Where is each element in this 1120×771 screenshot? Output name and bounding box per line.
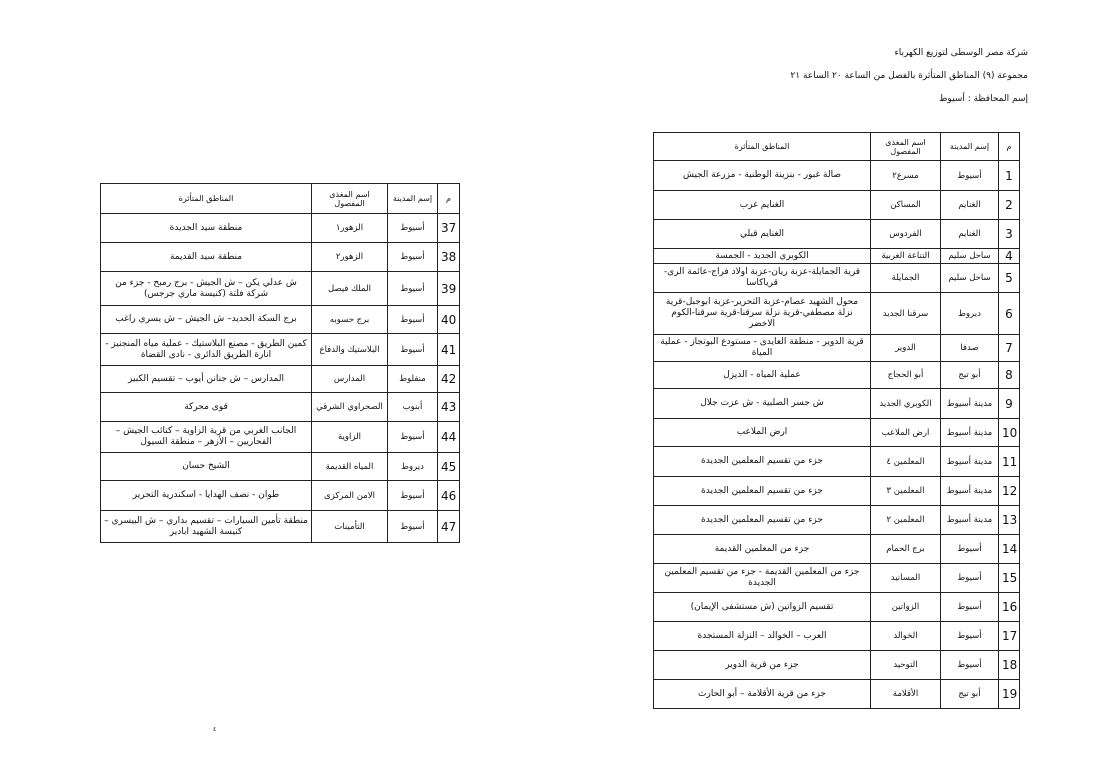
feeder-cell: الكوبري الجديد <box>871 389 941 419</box>
areas-cell: قوى محركة <box>101 393 312 422</box>
areas-cell: الجانب الغربي من قرية الزاوية – كتائب الجيش – الفحاريين – الأزهر – منطقة السيول <box>101 422 312 453</box>
row-number: 37 <box>438 214 460 243</box>
company-name: شركة مصر الوسطى لتوزيع الكهرباء <box>894 48 1028 58</box>
areas-cell: ش عدلي يكن – ش الجيش - برج رمبح - جزء من شركة فلتة (كنيسة ماري جرجس) <box>101 272 312 306</box>
city-cell: أسيوط <box>941 161 999 191</box>
col-header-areas: المناطق المتأثرة <box>101 184 312 214</box>
row-number: 12 <box>999 477 1020 506</box>
table-row <box>101 422 460 453</box>
table-row <box>654 651 1020 680</box>
feeder-cell: المعلمين ٤ <box>871 447 941 477</box>
feeder-cell: الفردوس <box>871 220 941 249</box>
feeder-cell: الزهور٢ <box>312 243 388 272</box>
col-header-city: إسم المدينة <box>388 184 438 214</box>
feeder-cell: المساكن <box>871 191 941 220</box>
row-number: 8 <box>999 362 1020 389</box>
row-number: 38 <box>438 243 460 272</box>
row-number: 6 <box>999 293 1020 335</box>
col-header-num: م <box>438 184 460 214</box>
city-cell: أبو تيج <box>941 680 999 709</box>
feeder-cell: المياه القديمة <box>312 453 388 481</box>
areas-cell: منطقة تأمين السيارات – تقسيم بداري – ش البيسري – كنيسة الشهيد ابادير <box>101 511 312 543</box>
areas-cell: المدارس – ش جنانن أيوب – تقسيم الكبير <box>101 366 312 393</box>
areas-cell: منطقة سيد القديمة <box>101 243 312 272</box>
areas-cell: برج السكة الحديد– ش الجيش – ش يسري راغب <box>101 306 312 334</box>
feeder-cell: المعلمين ٢ <box>871 506 941 535</box>
areas-cell: العرب – الخوالد – النزلة المستجدة <box>654 622 871 651</box>
col-header-num: م <box>999 133 1020 161</box>
city-cell: صدفا <box>941 335 999 362</box>
feeder-cell: ارض الملاعب <box>871 419 941 447</box>
city-cell: أبنوب <box>388 393 438 422</box>
row-number: 44 <box>438 422 460 453</box>
row-number: 3 <box>999 220 1020 249</box>
city-cell: أبو تيج <box>941 362 999 389</box>
city-cell: أسيوط <box>388 481 438 511</box>
areas-cell: طوان - نصف الهدايا - اسكندرية التحرير <box>101 481 312 511</box>
table-row <box>654 564 1020 593</box>
table-row <box>101 393 460 422</box>
city-cell: أسيوط <box>388 422 438 453</box>
areas-cell: محول الشهيد عصام-عزبة التحرير-عزبة ابوجبل-قرية نزلة مصطفي-قرية نزلة سرقنا-قرية سرقنا-الكوم الاخضر <box>654 293 871 335</box>
row-number: 14 <box>999 535 1020 564</box>
feeder-cell: الجمايلة <box>871 264 941 293</box>
city-cell: منفلوط <box>388 366 438 393</box>
row-number: 45 <box>438 453 460 481</box>
city-cell: أسيوط <box>388 334 438 366</box>
table-row <box>101 272 460 306</box>
table-row <box>654 335 1020 362</box>
areas-cell: ارض الملاعب <box>654 419 871 447</box>
row-number: 40 <box>438 306 460 334</box>
table-row <box>654 293 1020 335</box>
areas-cell: عملية المياه - الديزل <box>654 362 871 389</box>
table-row <box>654 535 1020 564</box>
affected-areas-table-left <box>100 183 460 543</box>
table-row <box>654 161 1020 191</box>
row-number: 42 <box>438 366 460 393</box>
city-cell: الغنايم <box>941 220 999 249</box>
row-number: 46 <box>438 481 460 511</box>
table-row <box>101 214 460 243</box>
city-cell: مدينة أسيوط <box>941 506 999 535</box>
table-row <box>654 477 1020 506</box>
city-cell: أسيوط <box>388 214 438 243</box>
table-row <box>654 593 1020 622</box>
feeder-cell: أبو الحجاج <box>871 362 941 389</box>
feeder-cell: التوحيد <box>871 651 941 680</box>
row-number: 15 <box>999 564 1020 593</box>
row-number: 1 <box>999 161 1020 191</box>
table-row <box>101 306 460 334</box>
page-mark: ٤ <box>213 726 217 733</box>
areas-cell: الشيخ حسان <box>101 453 312 481</box>
city-cell: أسيوط <box>388 511 438 543</box>
areas-cell: قرية الجمايلة-عزبة ريان-عزبة اولاد فراج-عائمة الرى-قرياكاسا <box>654 264 871 293</box>
table-row <box>654 249 1020 264</box>
city-cell: ساحل سليم <box>941 264 999 293</box>
table-row <box>101 243 460 272</box>
row-number: 5 <box>999 264 1020 293</box>
affected-areas-table-right <box>653 132 1020 709</box>
table-row <box>654 389 1020 419</box>
city-cell: أسيوط <box>941 651 999 680</box>
table-row <box>654 362 1020 389</box>
row-number: 4 <box>999 249 1020 264</box>
table-row <box>654 419 1020 447</box>
row-number: 2 <box>999 191 1020 220</box>
table-row <box>654 447 1020 477</box>
areas-cell: منطقة سيد الجديدة <box>101 214 312 243</box>
table-row <box>654 680 1020 709</box>
feeder-cell: المعلمين ٣ <box>871 477 941 506</box>
feeder-cell: الصحراوي الشرقي <box>312 393 388 422</box>
row-number: 41 <box>438 334 460 366</box>
areas-cell: جزء من قرية الأقلامة – أبو الحارث <box>654 680 871 709</box>
table-row <box>654 622 1020 651</box>
areas-cell: كمين الطريق - مصنع البلاستيك - عملية مياه المنجنيز - انارة الطريق الدائرى - نادى القضاة <box>101 334 312 366</box>
feeder-cell: برج الحمام <box>871 535 941 564</box>
city-cell: أسيوط <box>941 622 999 651</box>
city-cell: مدينة أسيوط <box>941 389 999 419</box>
feeder-cell: التأمينات <box>312 511 388 543</box>
city-cell: ديروط <box>388 453 438 481</box>
row-number: 11 <box>999 447 1020 477</box>
feeder-cell: برج حسوبه <box>312 306 388 334</box>
areas-cell: جزء من تقسيم المعلمين الجديدة <box>654 477 871 506</box>
governorate-label: إسم المحافظة : أسيوط <box>939 94 1028 104</box>
feeder-cell: مسرع٢ <box>871 161 941 191</box>
feeder-cell: الامن المركزى <box>312 481 388 511</box>
row-number: 7 <box>999 335 1020 362</box>
row-number: 43 <box>438 393 460 422</box>
col-header-city: إسم المدينة <box>941 133 999 161</box>
city-cell: مدينة أسيوط <box>941 447 999 477</box>
table-row <box>101 366 460 393</box>
areas-cell: جزء من المعلمين القديمة <box>654 535 871 564</box>
areas-cell: جزء من تقسيم المعلمين الجديدة <box>654 506 871 535</box>
row-number: 47 <box>438 511 460 543</box>
row-number: 13 <box>999 506 1020 535</box>
city-cell: مدينة أسيوط <box>941 419 999 447</box>
row-number: 16 <box>999 593 1020 622</box>
feeder-cell: الملك فيصل <box>312 272 388 306</box>
areas-cell: جزء من قرية الدوير <box>654 651 871 680</box>
city-cell: أسيوط <box>941 564 999 593</box>
row-number: 19 <box>999 680 1020 709</box>
feeder-cell: المدارس <box>312 366 388 393</box>
table-row <box>654 264 1020 293</box>
city-cell: أسيوط <box>941 593 999 622</box>
areas-cell: جزء من تقسيم المعلمين الجديدة <box>654 447 871 477</box>
city-cell: أسيوط <box>388 272 438 306</box>
row-number: 18 <box>999 651 1020 680</box>
areas-cell: الكوبري الجديد - الجمسة <box>654 249 871 264</box>
city-cell: أسيوط <box>941 535 999 564</box>
feeder-cell: المسانيد <box>871 564 941 593</box>
areas-cell: الغنايم قبلي <box>654 220 871 249</box>
table-row <box>101 334 460 366</box>
table-row <box>654 506 1020 535</box>
feeder-cell: الدوير <box>871 335 941 362</box>
feeder-cell: الزواتين <box>871 593 941 622</box>
group-title: مجموعة (٩) المناطق المتأثرة بالفصل من الساعة ٢٠ الساعة ٢١ <box>790 71 1028 81</box>
row-number: 9 <box>999 389 1020 419</box>
areas-cell: الغنايم غرب <box>654 191 871 220</box>
table-row <box>101 453 460 481</box>
row-number: 17 <box>999 622 1020 651</box>
areas-cell: تقسيم الزواتين (ش مستشفى الإيمان) <box>654 593 871 622</box>
table-row <box>101 481 460 511</box>
areas-cell: صالة غبور - بنزينة الوطنية - مزرعة الجيش <box>654 161 871 191</box>
feeder-cell: الزاوية <box>312 422 388 453</box>
feeder-cell: البلاستيك والدفاع <box>312 334 388 366</box>
feeder-cell: الزهور١ <box>312 214 388 243</box>
feeder-cell: سرقنا الجديد <box>871 293 941 335</box>
col-header-feeder: اسم المغذى المفصول <box>871 133 941 161</box>
row-number: 39 <box>438 272 460 306</box>
city-cell: مدينة أسيوط <box>941 477 999 506</box>
feeder-cell: التناعة الغربية <box>871 249 941 264</box>
city-cell: أسيوط <box>388 306 438 334</box>
city-cell: ساحل سليم <box>941 249 999 264</box>
city-cell: أسيوط <box>388 243 438 272</box>
areas-cell: جزء من المعلمين القديمة - جزء من تقسيم المعلمين الجديدة <box>654 564 871 593</box>
table-row <box>654 191 1020 220</box>
city-cell: ديروط <box>941 293 999 335</box>
col-header-feeder: اسم المغذى المفصول <box>312 184 388 214</box>
row-number: 10 <box>999 419 1020 447</box>
city-cell: الغنايم <box>941 191 999 220</box>
areas-cell: ش جسر الصلبية - ش عزت جلال <box>654 389 871 419</box>
table-row <box>101 511 460 543</box>
table-row <box>654 220 1020 249</box>
col-header-areas: المناطق المتأثرة <box>654 133 871 161</box>
areas-cell: قرية الدوير - منطقة العايدى - مستودع البوتجاز - عملية المياة <box>654 335 871 362</box>
feeder-cell: الخوالد <box>871 622 941 651</box>
feeder-cell: الأقلامة <box>871 680 941 709</box>
